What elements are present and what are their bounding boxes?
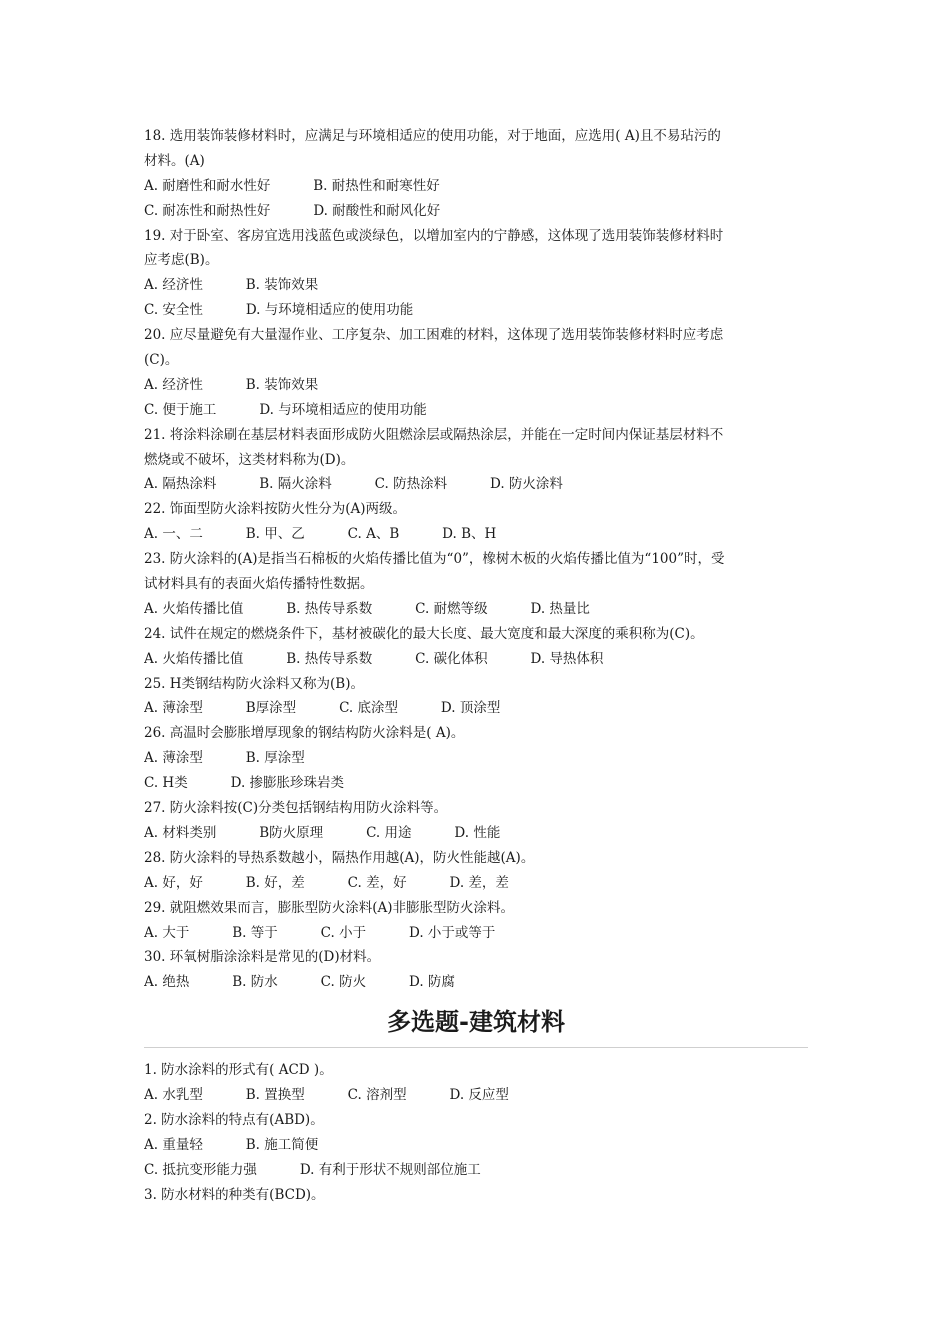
question-block-multi-choice: [144, 1058, 808, 1207]
text-line: A. 重量轻 B. 施工简便: [144, 1136, 319, 1153]
document-page: [144, 124, 808, 1208]
text-line: 27. 防火涂料按(C)分类包括钢结构用防火涂料等。: [144, 800, 448, 817]
text-line: A. 薄涂型 B厚涂型 C. 底涂型 D. 顶涂型: [144, 700, 501, 717]
section-heading: 多选题-建筑材料: [387, 1008, 565, 1037]
text-line: 26. 高温时会膨胀增厚现象的钢结构防火涂料是( A)。: [144, 725, 465, 742]
text-line: 材料。(A): [144, 152, 205, 169]
text-line: (C)。: [144, 352, 179, 369]
text-line: A. 材料类别 B防火原理 C. 用途 D. 性能: [144, 824, 501, 841]
text-line: 1. 防水涂料的形式有( ACD )。: [144, 1062, 333, 1079]
text-line: C. 便于施工 D. 与环境相适应的使用功能: [144, 401, 427, 418]
text-line: 25. H类钢结构防火涂料又称为(B)。: [144, 675, 364, 692]
text-line: A. 一、二 B. 甲、乙 C. A、B D. B、H: [144, 526, 497, 543]
text-line: A. 水乳型 B. 置换型 C. 溶剂型 D. 反应型: [144, 1087, 509, 1104]
text-line: 28. 防火涂料的导热系数越小，隔热作用越(A)，防火性能越(A)。: [144, 849, 535, 866]
question-block-single-choice: [144, 124, 808, 995]
text-line: A. 火焰传播比值 B. 热传导系数 C. 耐燃等级 D. 热量比: [144, 600, 590, 617]
text-line: 燃烧或不破坏，这类材料称为(D)。: [144, 451, 355, 468]
text-line: 24. 试件在规定的燃烧条件下，基材被碳化的最大长度、最大宽度和最大深度的乘积称为(C)。: [144, 625, 704, 642]
text-line: 23. 防火涂料的(A)是指当石棉板的火焰传播比值为“0”，橡树木板的火焰传播比值为“100”时，受: [144, 551, 725, 568]
text-line: 19. 对于卧室、客房宜选用浅蓝色或淡绿色，以增加室内的宁静感，这体现了选用装饰装修材料时: [144, 227, 724, 244]
text-line: A. 经济性 B. 装饰效果: [144, 277, 319, 294]
text-line: C. 安全性 D. 与环境相适应的使用功能: [144, 302, 414, 319]
text-line: 30. 环氧树脂涂涂料是常见的(D)材料。: [144, 949, 381, 966]
text-line: 21. 将涂料涂刷在基层材料表面形成防火阻燃涂层或隔热涂层，并能在一定时间内保证基层材料不: [144, 426, 724, 443]
text-line: A. 薄涂型 B. 厚涂型: [144, 750, 305, 767]
section-divider: [144, 1047, 808, 1048]
text-line: 3. 防水材料的种类有(BCD)。: [144, 1186, 325, 1203]
text-line: 18. 选用装饰装修材料时，应满足与环境相适应的使用功能，对于地面，应选用( A)且不易玷污的: [144, 128, 721, 144]
text-line: 试材料具有的表面火焰传播特性数据。: [144, 576, 374, 593]
text-line: 29. 就阻燃效果而言，膨胀型防火涂料(A)非膨胀型防火涂料。: [144, 899, 515, 916]
text-line: C. 耐冻性和耐热性好 D. 耐酸性和耐风化好: [144, 202, 441, 219]
text-line: A. 大于 B. 等于 C. 小于 D. 小于或等于: [144, 924, 496, 941]
text-line: A. 隔热涂料 B. 隔火涂料 C. 防热涂料 D. 防火涂料: [144, 476, 563, 493]
text-line: 22. 饰面型防火涂料按防火性分为(A)两级。: [144, 501, 407, 518]
text-line: 2. 防水涂料的特点有(ABD)。: [144, 1111, 324, 1128]
text-line: A. 绝热 B. 防水 C. 防火 D. 防腐: [144, 974, 455, 991]
text-line: C. 抵抗变形能力强 D. 有利于形状不规则部位施工: [144, 1161, 481, 1178]
text-line: A. 火焰传播比值 B. 热传导系数 C. 碳化体积 D. 导热体积: [144, 650, 604, 667]
text-line: C. H类 D. 掺膨胀珍珠岩类: [144, 775, 345, 792]
text-line: A. 好，好 B. 好，差 C. 差，好 D. 差，差: [144, 874, 509, 891]
text-line: 20. 应尽量避免有大量湿作业、工序复杂、加工困难的材料，这体现了选用装饰装修材料时应考虑: [144, 327, 724, 344]
text-line: A. 耐磨性和耐水性好 B. 耐热性和耐寒性好: [144, 177, 440, 194]
text-line: 应考虑(B)。: [144, 252, 219, 269]
text-line: A. 经济性 B. 装饰效果: [144, 376, 319, 393]
